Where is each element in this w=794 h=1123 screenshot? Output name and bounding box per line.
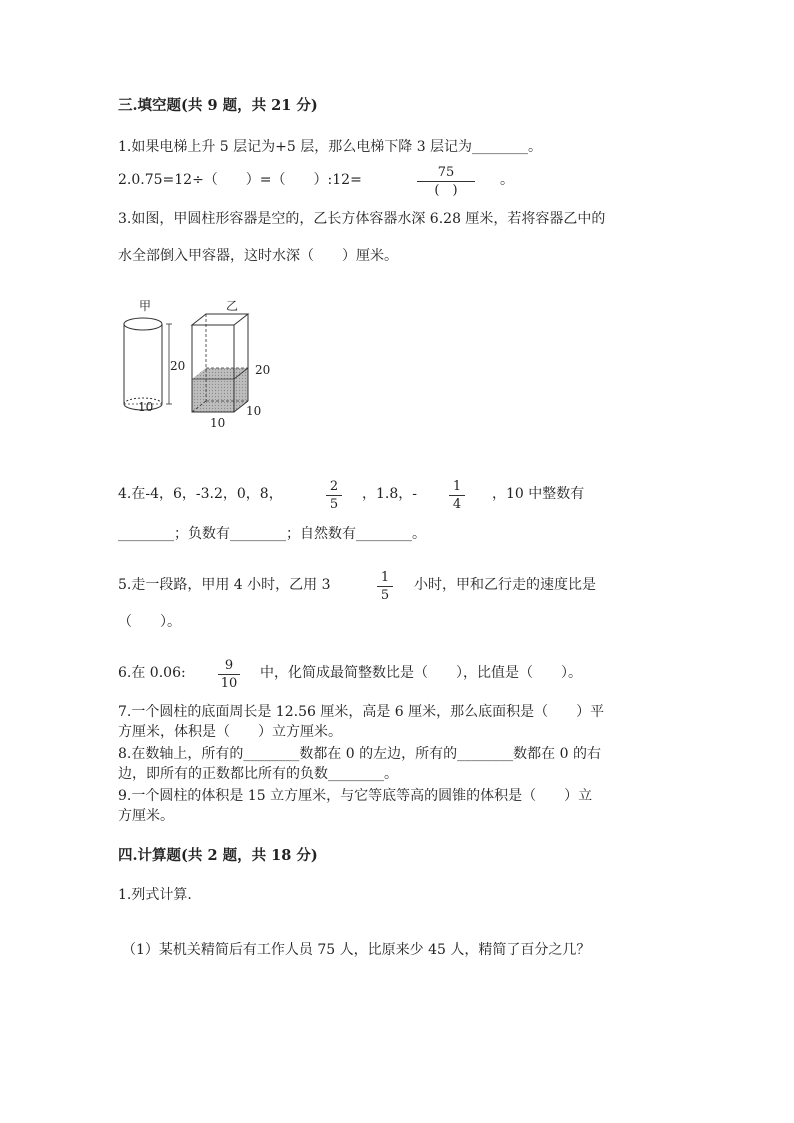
box-depth-label: 10	[246, 404, 262, 418]
label-yi: 乙	[226, 299, 239, 313]
fraction-denominator: 5	[380, 588, 390, 603]
fraction-numerator: 9	[218, 658, 240, 675]
fraction-numerator: 75	[417, 165, 475, 182]
cylinder-diameter-label: 10	[138, 400, 154, 414]
question-3-4-fraction-1	[326, 479, 342, 512]
box-width-label: 10	[210, 416, 226, 430]
question-3-5-fraction	[377, 570, 393, 603]
question-3-2-lead: 2.0.75=12÷（ ）=（ ）:12=	[118, 172, 362, 188]
question-3-7-line1: 7.一个圆柱的底面周长是 12.56 厘米，高是 6 厘米，那么底面积是（ ）平	[118, 704, 605, 720]
question-4-1-sub-1: （1）某机关精简后有工作人员 75 人，比原来少 45 人，精简了百分之几？	[122, 942, 591, 958]
label-jia: 甲	[139, 299, 152, 313]
cylinder-height-label: 20	[170, 359, 186, 373]
question-3-5-lead: 5.走一段路，甲用 4 小时，乙用 3	[118, 577, 331, 593]
containers-figure	[112, 296, 282, 434]
fraction-denominator: 4	[452, 497, 462, 512]
question-3-3-line2: 水全部倒入甲容器，这时水深（ ）厘米。	[118, 248, 398, 264]
fraction-denominator: 10	[220, 676, 238, 691]
question-3-9-line2: 方厘米。	[118, 808, 174, 824]
question-3-4-tail: ，10 中整数有	[492, 486, 585, 502]
question-3-2-tail: 。	[500, 172, 514, 188]
section-3-heading: 三.填空题(共 9 题，共 21 分)	[118, 97, 318, 114]
question-3-5-tail: 小时，甲和乙行走的速度比是	[414, 577, 596, 593]
question-3-4-lead: 4.在-4，6，-3.2，0，8，	[118, 486, 283, 502]
section-4-heading: 四.计算题(共 2 题，共 18 分)	[118, 847, 318, 864]
fraction-numerator: 1	[449, 479, 465, 496]
question-3-4-fraction-2	[449, 479, 465, 512]
box-container	[192, 314, 248, 412]
question-3-6-lead: 6.在 0.06:	[118, 665, 186, 681]
question-3-2-fraction	[417, 165, 475, 198]
question-3-7-line2: 方厘米，体积是（ ）立方厘米。	[118, 724, 342, 740]
box-height-label: 20	[255, 363, 271, 377]
fraction-numerator: 1	[377, 570, 393, 587]
question-3-6-fraction	[218, 658, 240, 691]
cylinder-container	[124, 318, 172, 410]
fraction-denominator: 5	[329, 497, 339, 512]
question-3-8-line1: 8.在数轴上，所有的________数都在 0 的左边，所有的________数都在 0 的右	[118, 746, 601, 762]
question-3-1: 1.如果电梯上升 5 层记为+5 层，那么电梯下降 3 层记为________。	[118, 139, 543, 155]
question-3-6-tail: 中，化简成最简整数比是（ ），比值是（ ）。	[260, 665, 582, 681]
question-3-8-line2: 边，即所有的正数都比所有的负数________。	[118, 766, 398, 782]
question-3-5-line2: （ ）。	[118, 614, 181, 630]
question-4-1: 1.列式计算.	[118, 887, 192, 903]
fraction-numerator: 2	[326, 479, 342, 496]
fraction-denominator: ( )	[434, 183, 458, 198]
question-3-9-line1: 9.一个圆柱的体积是 15 立方厘米，与它等底等高的圆锥的体积是（ ）立	[118, 788, 593, 804]
question-3-4-mid: ，1.8，-	[362, 486, 417, 502]
question-3-4-line2: ________；负数有________；自然数有________。	[118, 526, 426, 542]
question-3-3-line1: 3.如图，甲圆柱形容器是空的，乙长方体容器水深 6.28 厘米，若将容器乙中的	[118, 211, 606, 227]
